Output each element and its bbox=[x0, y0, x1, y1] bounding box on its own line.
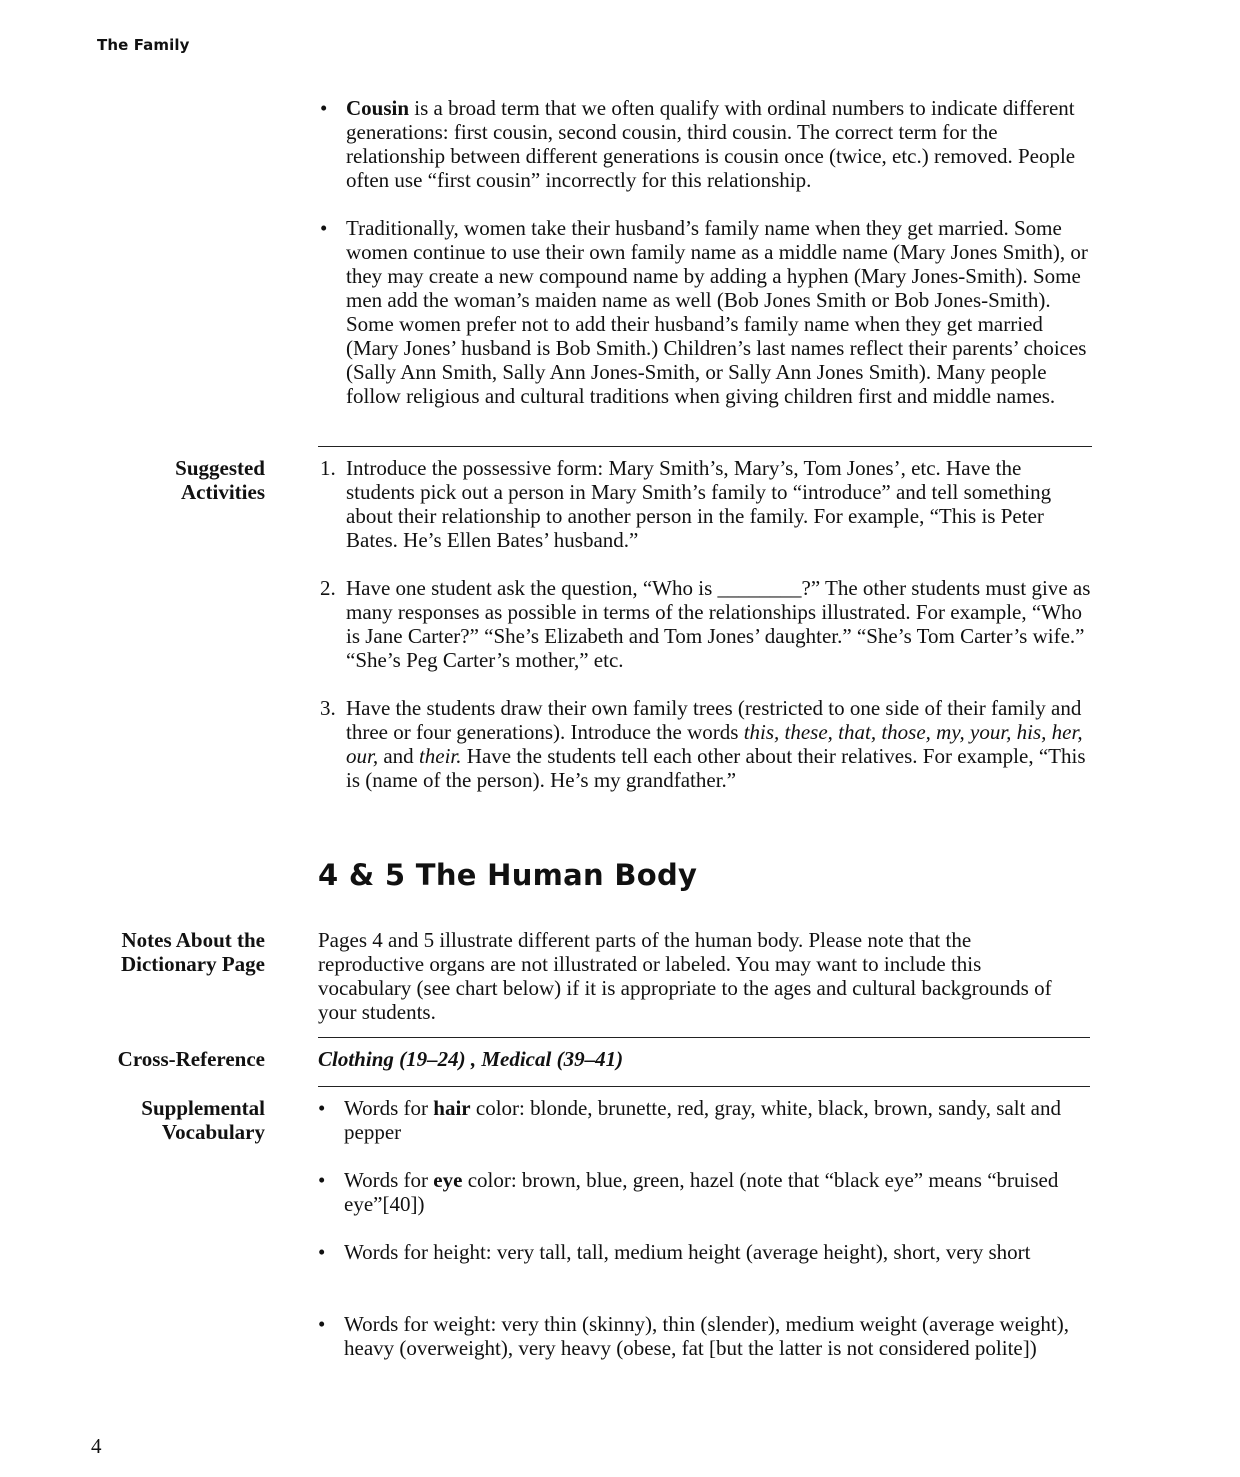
notes-paragraph: Pages 4 and 5 illustrate different parts of the human body. Please note that the reproductive organs are not illustrated or labeled. You may want to include this vocabulary (see chart below) if it is appropriate to the ages and cultural backgrounds of your students. bbox=[318, 928, 1052, 1024]
notes-label: Notes About the Dictionary Page bbox=[120, 928, 265, 976]
bullet-icon: • bbox=[318, 1240, 326, 1264]
page-number: 4 bbox=[91, 1434, 102, 1458]
running-head: The Family bbox=[97, 36, 190, 54]
bullet-text: Traditionally, women take their husband’s family name when they get married. Some women continue to use their own family name as a middle name (Mary Jones Smith), or they may create a new compound name by adding a hyphen (Mary Jones-Smith). Some men add the woman’s maiden name as well (Bob Jones Smith or Bob Jones-Smith). Some women prefer not to add their husband’s family name when they get married (Mary Jones’ husband is Bob Smith.) Children’s last names reflect their parents’ choices (Sally Ann Smith, Sally Ann Jones-Smith, or Sally Ann Jones Smith). Many people follow religious and cultural traditions when giving children first and middle names. bbox=[346, 216, 1088, 408]
vocab-hair bbox=[318, 1096, 1080, 1144]
activity-item-3 bbox=[320, 696, 1095, 792]
bullet-text: Words for eye color: brown, blue, green, hazel (note that “black eye” means “bruised eye”[40]) bbox=[344, 1168, 1059, 1216]
bullet-icon: • bbox=[318, 1168, 326, 1192]
bullet-text bbox=[346, 96, 1095, 192]
activity-item-1 bbox=[320, 456, 1095, 552]
bullet-text: Words for hair color: blonde, brunette, red, gray, white, black, brown, sandy, salt and pepper bbox=[344, 1096, 1061, 1144]
vocab-eye bbox=[318, 1168, 1080, 1216]
cousin-note bbox=[320, 96, 1095, 192]
section-divider bbox=[318, 1086, 1090, 1087]
bullet-body: is a broad term that we often qualify with ordinal numbers to indicate different generations: first cousin, second cousin, third cousin. The correct term for the relationship between different generations is cousin once (twice, etc.) removed. People often use “first cousin” incorrectly for this relationship. bbox=[346, 96, 1076, 192]
bullet-icon: • bbox=[318, 1312, 326, 1336]
item-text: Have the students draw their own family trees (restricted to one side of their family and three or four generations). Introduce the words this, these, that, those, my, your, his, her, our, and their. Have the students tell each other about their relatives. For example, “This is (name of the person). He’s my grandfather.” bbox=[346, 696, 1086, 792]
vocab-height bbox=[318, 1240, 1080, 1264]
section-divider bbox=[318, 1037, 1090, 1038]
bullet-icon: • bbox=[320, 216, 328, 240]
activity-item-2 bbox=[320, 576, 1095, 672]
bullet-icon: • bbox=[320, 96, 328, 120]
bullet-bold-term: Cousin bbox=[346, 96, 410, 120]
item-text: Introduce the possessive form: Mary Smith’s, Mary’s, Tom Jones’, etc. Have the students pick out a person in Mary Smith’s family to “introduce” and tell something about their relationship to another person in the family. For example, “This is Peter Bates. He’s Ellen Bates’ husband.” bbox=[346, 456, 1052, 552]
suggested-activities-label: Suggested Activities bbox=[175, 456, 265, 504]
item-text: Have one student ask the question, “Who is ________?” The other students must give as many responses as possible in terms of the relationships illustrated. For example, “Who is Jane Carter?” “She’s Elizabeth and Tom Jones’ daughter.” “She’s Tom Carter’s wife.” “She’s Peg Carter’s mother,” etc. bbox=[346, 576, 1091, 672]
item-number: 3. bbox=[320, 696, 336, 720]
crossref-text: Clothing (19–24) , Medical (39–41) bbox=[318, 1047, 624, 1071]
section-heading: 4 & 5 The Human Body bbox=[318, 858, 698, 892]
names-note bbox=[320, 216, 1095, 408]
bullet-text: Words for height: very tall, tall, medium height (average height), short, very short bbox=[344, 1240, 1031, 1264]
bullet-icon: • bbox=[318, 1096, 326, 1120]
vocab-weight bbox=[318, 1312, 1080, 1360]
vocab-label: Supplemental Vocabulary bbox=[141, 1096, 265, 1144]
section-divider bbox=[318, 446, 1092, 447]
crossref-label: Cross-Reference bbox=[117, 1047, 265, 1071]
bullet-text: Words for weight: very thin (skinny), thin (slender), medium weight (average weight), heavy (overweight), very heavy (obese, fat [but the latter is not considered polite]) bbox=[344, 1312, 1069, 1360]
item-number: 1. bbox=[320, 456, 336, 480]
item-number: 2. bbox=[320, 576, 336, 600]
